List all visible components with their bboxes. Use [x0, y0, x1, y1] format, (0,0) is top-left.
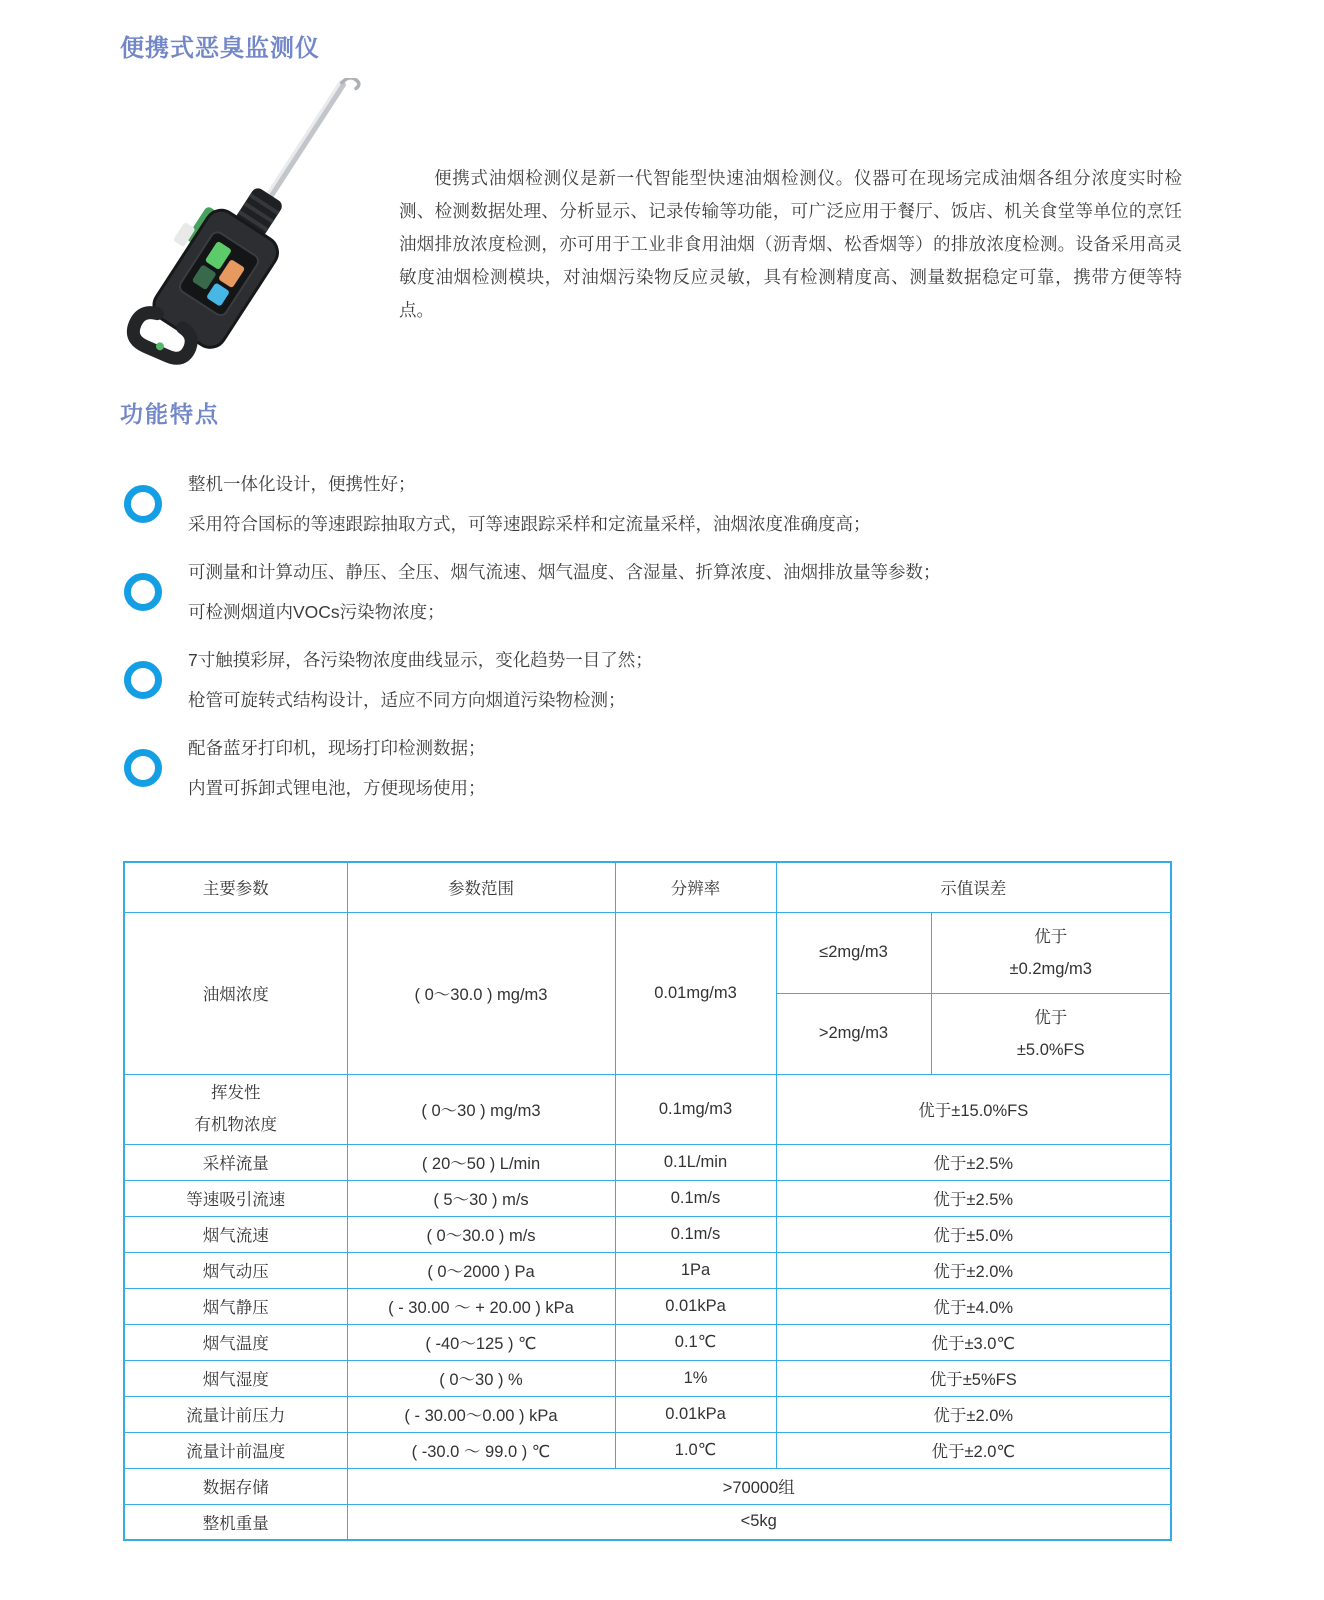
param-range-cell: ( - 30.00～0.00 ) kPa — [347, 1396, 615, 1432]
header-resolution: 分辨率 — [615, 862, 776, 912]
param-name-cell: 烟气温度 — [124, 1324, 347, 1360]
feature-item — [120, 728, 1270, 808]
param-name-cell: 采样流量 — [124, 1144, 347, 1180]
spec-row — [124, 1432, 1171, 1468]
error-cell: 优于±2.5% — [776, 1144, 1171, 1180]
param-name-cell: 流量计前温度 — [124, 1432, 347, 1468]
param-range-cell: ( 20～50 ) L/min — [347, 1144, 615, 1180]
feature-line: 采用符合国标的等速跟踪抽取方式，可等速跟踪采样和定流量采样，油烟浓度准确度高； — [188, 514, 871, 534]
feature-line: 整机一体化设计，便携性好； — [188, 474, 416, 494]
param-name-cell: 流量计前压力 — [124, 1396, 347, 1432]
spec-row — [124, 1144, 1171, 1180]
error-cell: 优于±3.0℃ — [776, 1324, 1171, 1360]
intro-paragraph: 便携式油烟检测仪是新一代智能型快速油烟检测仪。仪器可在现场完成油烟各组分浓度实时检测、检测数据处理、分析显示、记录传输等功能，可广泛应用于餐厅、饭店、机关食堂等单位的烹饪油烟排放浓度检测，亦可用于工业非食用油烟（沥青烟、松香烟等）的排放浓度检测。设备采用高灵敏度油烟检测模块，对油烟污染物反应灵敏，具有检测精度高、测量数据稳定可靠，携带方便等特点。 — [399, 168, 1182, 320]
feature-item — [120, 640, 1270, 720]
param-range-cell: ( -30.0 ～ 99.0 ) ℃ — [347, 1432, 615, 1468]
param-name-cell: 数据存储 — [124, 1468, 347, 1504]
error-cell: 优于±5%FS — [776, 1360, 1171, 1396]
spec-row — [124, 1252, 1171, 1288]
param-range-cell: ( 0～30.0 ) m/s — [347, 1216, 615, 1252]
error-value-cell — [931, 912, 1171, 993]
header-param: 主要参数 — [124, 862, 347, 912]
param-name-cell: 油烟浓度 — [124, 912, 347, 1074]
param-name-cell — [124, 1074, 347, 1144]
param-range-cell: ( -40～125 ) ℃ — [347, 1324, 615, 1360]
resolution-cell: 1.0℃ — [615, 1432, 776, 1468]
feature-line: 内置可拆卸式锂电池，方便现场使用； — [188, 778, 486, 798]
row-data-storage — [124, 1468, 1171, 1504]
resolution-cell: 0.1mg/m3 — [615, 1074, 776, 1144]
error-value-cell — [931, 993, 1171, 1074]
spec-header-row — [124, 862, 1171, 912]
resolution-cell: 0.1m/s — [615, 1180, 776, 1216]
resolution-cell: 0.01mg/m3 — [615, 912, 776, 1074]
error-prefix: 优于 — [1034, 927, 1068, 946]
resolution-cell: 0.1L/min — [615, 1144, 776, 1180]
value-cell: >70000组 — [347, 1468, 1171, 1504]
param-name-cell: 烟气静压 — [124, 1288, 347, 1324]
spec-row — [124, 1396, 1171, 1432]
error-cell: 优于±2.0℃ — [776, 1432, 1171, 1468]
bullet-ring-icon — [124, 485, 162, 523]
param-range-cell: ( 0～30 ) % — [347, 1360, 615, 1396]
resolution-cell: 0.1m/s — [615, 1216, 776, 1252]
param-range-cell: ( 0～30.0 ) mg/m3 — [347, 912, 615, 1074]
param-range-cell: ( 0～30 ) mg/m3 — [347, 1074, 615, 1144]
param-name-line: 挥发性 — [211, 1084, 261, 1102]
error-cell: 优于±4.0% — [776, 1288, 1171, 1324]
resolution-cell: 0.01kPa — [615, 1288, 776, 1324]
param-name-cell: 烟气湿度 — [124, 1360, 347, 1396]
header-range: 参数范围 — [347, 862, 615, 912]
error-cell: 优于±2.5% — [776, 1180, 1171, 1216]
param-name-cell: 等速吸引流速 — [124, 1180, 347, 1216]
spec-row — [124, 1288, 1171, 1324]
error-condition-cell: ≤2mg/m3 — [776, 912, 931, 993]
feature-line: 可检测烟道内VOCs污染物浓度； — [188, 602, 445, 622]
row-oil-fume — [124, 912, 1171, 993]
product-image — [98, 78, 398, 378]
page-title: 便携式恶臭监测仪 — [120, 35, 320, 62]
features-list — [120, 464, 1270, 816]
feature-line: 7寸触摸彩屏，各污染物浓度曲线显示，变化趋势一目了然； — [188, 650, 653, 670]
spec-row — [124, 1180, 1171, 1216]
error-condition-cell: >2mg/m3 — [776, 993, 931, 1074]
row-total-weight — [124, 1504, 1171, 1540]
value-cell: <5kg — [347, 1504, 1171, 1540]
error-cell: 优于±2.0% — [776, 1396, 1171, 1432]
resolution-cell: 0.1℃ — [615, 1324, 776, 1360]
param-range-cell: ( 0～2000 ) Pa — [347, 1252, 615, 1288]
error-cell: 优于±2.0% — [776, 1252, 1171, 1288]
resolution-cell: 0.01kPa — [615, 1396, 776, 1432]
error-cell: 优于±5.0% — [776, 1216, 1171, 1252]
bullet-ring-icon — [124, 661, 162, 699]
spec-table — [123, 861, 1172, 1541]
param-range-cell: ( 5～30 ) m/s — [347, 1180, 615, 1216]
spec-row — [124, 1324, 1171, 1360]
error-prefix: 优于 — [1034, 1008, 1068, 1027]
error-cell: 优于±15.0%FS — [776, 1074, 1171, 1144]
param-name-cell: 烟气动压 — [124, 1252, 347, 1288]
feature-line: 可测量和计算动压、静压、全压、烟气流速、烟气温度、含湿量、折算浓度、油烟排放量等参数； — [188, 562, 941, 582]
param-range-cell: ( - 30.00 ～ + 20.00 ) kPa — [347, 1288, 615, 1324]
oil-fume-detector-illustration — [98, 78, 398, 378]
resolution-cell: 1% — [615, 1360, 776, 1396]
spec-row — [124, 1360, 1171, 1396]
header-error: 示值误差 — [776, 862, 1171, 912]
resolution-cell: 1Pa — [615, 1252, 776, 1288]
spec-row — [124, 1216, 1171, 1252]
param-name-cell: 整机重量 — [124, 1504, 347, 1540]
param-name-line: 有机物浓度 — [194, 1116, 277, 1134]
feature-line: 枪管可旋转式结构设计，适应不同方向烟道污染物检测； — [188, 690, 626, 710]
feature-item — [120, 464, 1270, 544]
feature-line: 配备蓝牙打印机，现场打印检测数据； — [188, 738, 486, 758]
bullet-ring-icon — [124, 749, 162, 787]
error-value: ±5.0%FS — [1016, 1040, 1085, 1059]
error-value: ±0.2mg/m3 — [1009, 959, 1092, 978]
section-heading-features: 功能特点 — [120, 401, 220, 427]
param-name-cell: 烟气流速 — [124, 1216, 347, 1252]
bullet-ring-icon — [124, 573, 162, 611]
feature-item — [120, 552, 1270, 632]
row-voc — [124, 1074, 1171, 1144]
